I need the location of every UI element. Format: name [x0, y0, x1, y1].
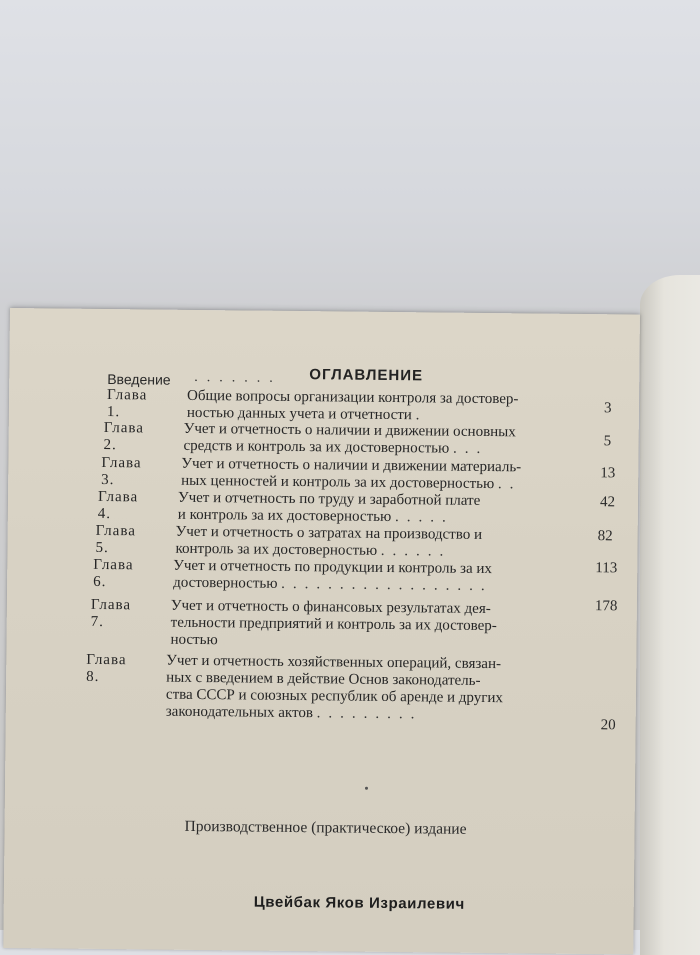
toc-entry-line: Учет и отчетность по продукции и контроль за их	[173, 557, 493, 578]
toc-page-number: 178	[594, 598, 618, 615]
toc-chapter-label: Глава 3.	[101, 454, 142, 489]
toc-entry-line: законодательных актов .........	[165, 703, 423, 723]
toc-page-number: 42	[599, 494, 616, 511]
toc-title: ОГЛАВЛЕНИЕ	[309, 366, 424, 385]
toc-chapter-label: Глава 1.	[106, 387, 148, 421]
toc-page-number: 20	[600, 717, 616, 734]
toc-entry-line: достоверностью ..................	[173, 574, 493, 595]
toc-entry-line: контроль за их достоверностью ......	[175, 540, 452, 560]
toc-entry-line: ства СССР и союзных республик об аренде и других	[165, 686, 504, 707]
toc-page-number: 3	[603, 400, 612, 417]
toc-entry-line: тельности предприятий и контроль за их достовер-	[170, 614, 497, 635]
toc-entry-line: ных с введением в действие Основ законодатель-	[166, 669, 481, 689]
toc-chapter-label: Глава 4.	[97, 488, 139, 523]
toc-entry-line: ностью	[170, 631, 218, 649]
toc-entry-line: и контроль за их достоверностью .....	[177, 506, 454, 526]
toc-entry-line: Учет и отчетность о финансовых результатах дея-	[170, 597, 491, 618]
toc-chapter-label: Глава 6.	[93, 556, 134, 591]
toc-intro-leader: .......	[194, 369, 282, 386]
toc-chapter-label: Глава 2.	[103, 419, 145, 454]
toc-page-number: 13	[600, 465, 616, 482]
toc-chapter-label: Глава 5.	[95, 522, 136, 557]
toc-entry-line: Учет и отчетность о наличии и движении материаль-	[181, 455, 522, 476]
toc-chapter-label: Глава 7.	[90, 596, 132, 631]
toc-entry-line: ностью данных учета и отчетности .	[186, 404, 428, 424]
book-page	[3, 308, 640, 955]
toc-entry-line: ных ценностей и контроль за их достоверностью ..	[181, 472, 522, 493]
toc-entry-line: Учет и отчетность хозяйственных операций, связан-	[166, 652, 502, 673]
toc-page-number: 5	[603, 433, 612, 450]
edition-note: Производственное (практическое) издание	[184, 817, 467, 838]
author-name: Цвейбак Яков Израилевич	[253, 893, 465, 913]
toc-entry-line: Учет и отчетность по труду и заработной плате	[177, 489, 481, 509]
toc-entry-line: Общие вопросы организации контроля за достовер-	[187, 387, 519, 408]
toc-entry-line: средств и контроль за их достоверностью ...	[183, 437, 489, 458]
toc-page-number: 82	[597, 528, 613, 545]
paper-speck	[365, 787, 368, 790]
toc-chapter-label: Глава 8.	[86, 651, 127, 685]
toc-entry-line: Учет и отчетность о затратах на производство и	[175, 523, 483, 543]
toc-intro: Введение	[107, 371, 171, 388]
toc-page-number: 113	[595, 560, 618, 577]
facing-page	[640, 275, 700, 955]
toc-entry-line: Учет и отчетность о наличии и движении основных	[183, 420, 516, 441]
